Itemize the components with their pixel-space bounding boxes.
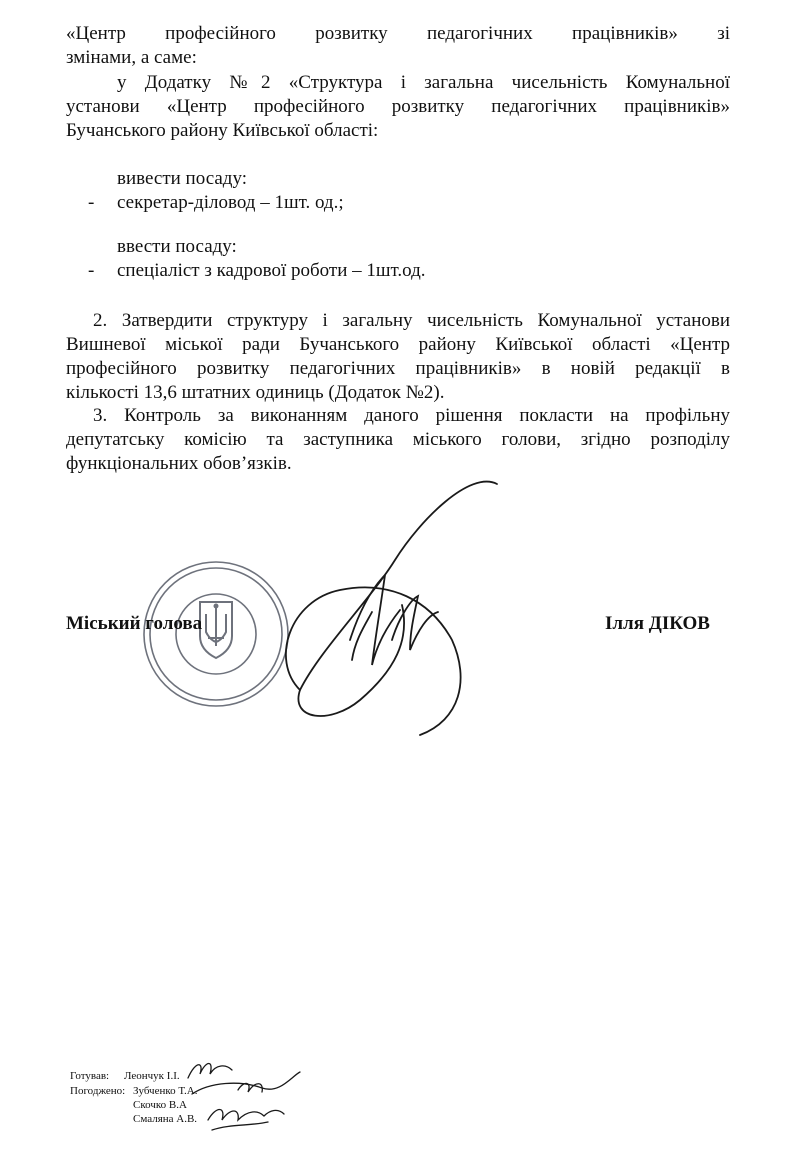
body-text-line: 2. Затвердити структуру і загальну чисельність Комунальної установи xyxy=(93,310,730,331)
prepared-label: Готував: xyxy=(70,1070,110,1082)
remove-position-label: вивести посаду: xyxy=(117,168,247,189)
body-text-line: депутатську комісію та заступника міського голови, згідно розподілу xyxy=(66,429,730,450)
list-dash: - xyxy=(88,192,95,213)
add-position-item: спеціаліст з кадрової роботи – 1шт.од. xyxy=(117,260,426,281)
body-text-line: кількості 13,6 штатних одиниць (Додаток №2). xyxy=(66,382,445,403)
body-text-line: Бучанського району Київської області: xyxy=(66,120,379,141)
prepared-name: Леончук І.І. xyxy=(124,1070,180,1082)
signatory-position: Міський голова xyxy=(66,613,203,634)
body-text-line: установи «Центр професійного розвитку педагогічних працівників» xyxy=(66,96,730,117)
agreed-name: Зубченко Т.А. xyxy=(133,1085,198,1097)
agreed-name: Смаляна А.В. xyxy=(133,1113,198,1125)
list-dash: - xyxy=(88,260,95,281)
body-text-line: Вишневої міської ради Бучанського району Київської області «Центр xyxy=(66,334,730,355)
body-text-line: у Додатку №2 «Структура і загальна чисельність Комунальної xyxy=(117,72,730,93)
agreed-name: Скочко В.А xyxy=(133,1099,187,1111)
agreed-label: Погоджено: xyxy=(70,1085,126,1097)
body-text-line: професійного розвитку педагогічних працівників» в новій редакції в xyxy=(66,358,730,379)
body-text-line: «Центр професійного розвитку педагогічних працівників» зі xyxy=(66,23,730,44)
body-text-line: функціональних обов’язків. xyxy=(66,453,292,474)
remove-position-item: секретар-діловод – 1шт. од.; xyxy=(117,192,344,213)
add-position-label: ввести посаду: xyxy=(117,236,237,257)
body-text-line: 3. Контроль за виконанням даного рішення покласти на профільну xyxy=(93,405,730,426)
signatory-name: Ілля ДІКОВ xyxy=(605,613,710,634)
body-text-line: змінами, а саме: xyxy=(66,47,197,68)
